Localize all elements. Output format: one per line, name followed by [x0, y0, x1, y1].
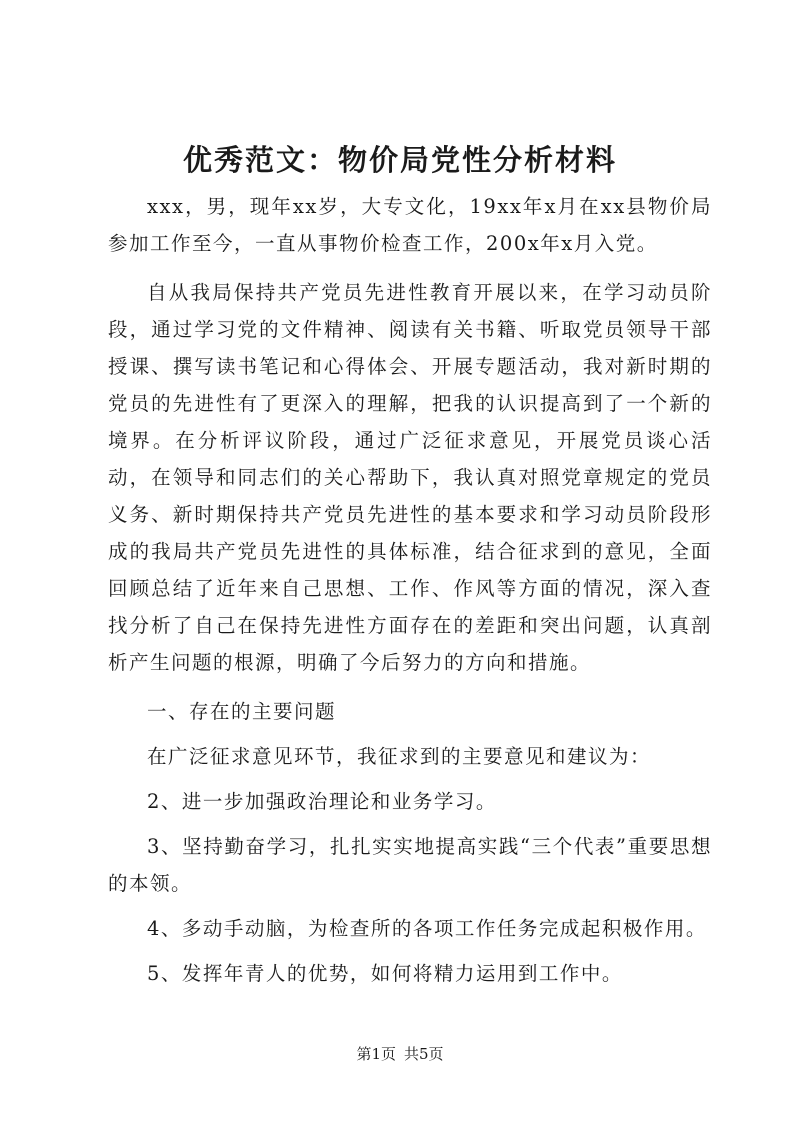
paragraph-intro: xxx，男，现年xx岁，大专文化，19xx年x月在xx县物价局参加工作至今，一直从事物价检查工作，200x年x月入党。 [108, 195, 712, 255]
paragraph-main: 自从我局保持共产党员先进性教育开展以来，在学习动员阶段，通过学习党的文件精神、阅读有关书籍、听取党员领导干部授课、撰写读书笔记和心得体会、开展专题活动，我对新时期的党员的先进性有了更深入的理解，把我的认识提高到了一个新的境界。在分析评议阶段，通过广泛征求意见，开展党员谈心活动，在领导和同志们的关心帮助下，我认真对照党章规定的党员义务、新时期保持共产党员先进性的基本要求和学习动员阶段形成的我局共产党员先进性的具体标准，结合征求到的意见，全面回顾总结了近年来自己思想、工作、作风等方面的情况，深入查找分析了自己在保持先进性方面存在的差距和突出问题，认真剖析产生问题的根源，明确了今后努力的方向和措施。 [108, 281, 712, 674]
section-heading-problems: 一、存在的主要问题 [147, 700, 337, 723]
page-footer [0, 1044, 800, 1064]
list-item-3: 3、坚持勤奋学习，扎扎实实地提高实践“三个代表”重要思想的本领。 [108, 835, 712, 895]
document-title: 优秀范文：物价局党性分析材料 [182, 143, 617, 177]
page-total: 共5页 [404, 1045, 444, 1063]
document-body [108, 188, 712, 1000]
page-number: 第1页 [356, 1045, 396, 1063]
list-item-4: 4、多动手动脑，为检查所的各项工作任务完成起积极作用。 [147, 917, 707, 940]
list-item-2: 2、进一步加强政治理论和业务学习。 [147, 790, 497, 813]
list-item-5: 5、发挥年青人的优势，如何将精力运用到工作中。 [147, 962, 623, 985]
paragraph-opinions-intro: 在广泛征求意见环节，我征求到的主要意见和建议为： [147, 745, 652, 768]
